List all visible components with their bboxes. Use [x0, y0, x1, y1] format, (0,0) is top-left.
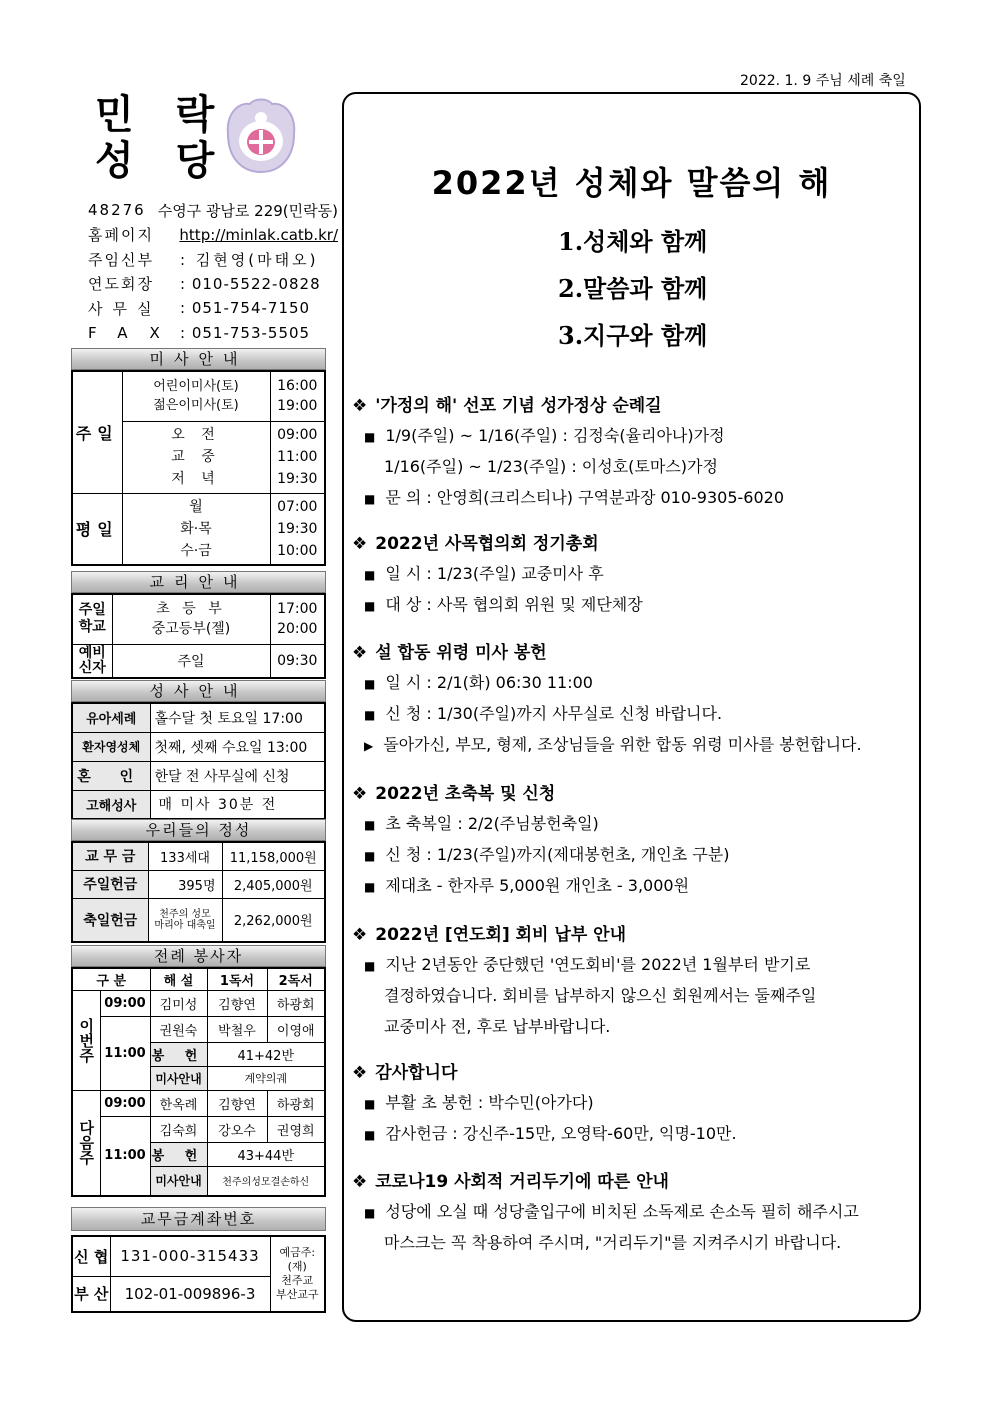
news-section: [352, 392, 912, 513]
guide-group: 천주의성모결손하신: [207, 1166, 325, 1196]
mass-sunday-label: 주일: [72, 371, 122, 493]
server-reader1: 김향연: [207, 1090, 267, 1116]
news-title: [352, 780, 912, 808]
sacrament-name: 고해성사: [72, 790, 150, 819]
news-title: [352, 921, 912, 949]
diamond-bullet-icon: ❖: [352, 925, 368, 945]
account-header: 교무금계좌번호: [71, 1207, 326, 1231]
church-name: [95, 92, 228, 184]
bank-name: 부 산: [72, 1276, 110, 1312]
offering-name: 주일헌금: [72, 870, 148, 898]
square-bullet-icon: ■: [364, 492, 376, 506]
news-title-text: 감사합니다: [375, 1063, 458, 1083]
bank-name: 신 협: [72, 1236, 110, 1276]
account-holder: 예금주: (재) 천주교 부산교구: [270, 1236, 325, 1312]
sacrament-table: [71, 702, 326, 820]
news-item: [352, 949, 912, 980]
square-bullet-icon: ■: [364, 430, 376, 444]
mass-sunday-evening-names: 어린이미사(토) 젊은이미사(토): [122, 371, 270, 421]
news-item: [352, 451, 912, 482]
catechumen-time: 09:30: [270, 644, 325, 678]
theme-item: 2.말씀과 함께: [558, 274, 708, 303]
homepage-label: 홈페이지: [88, 226, 154, 245]
news-item: [352, 1196, 912, 1227]
sacrament-name: 유아세례: [72, 703, 150, 732]
catechism-schedule: [71, 571, 326, 679]
news-title-text: 코로나19 사회적 거리두기에 따른 안내: [375, 1172, 669, 1192]
square-bullet-icon: ■: [364, 599, 376, 613]
offering-group: 41+42반: [207, 1042, 325, 1066]
office-label: 사무실: [88, 299, 162, 318]
news-section: [352, 1168, 912, 1258]
offering-header: 우리들의 정성: [71, 819, 326, 841]
catechism-names: 초 등 부 중고등부(젤): [112, 594, 270, 644]
diamond-bullet-icon: ❖: [352, 784, 368, 804]
contact-row-fax: [88, 321, 338, 346]
square-bullet-icon: ■: [364, 849, 376, 863]
news-item-text: 신 청 : 1/23(주일)까지(제대봉헌초, 개인초 구분): [385, 845, 730, 864]
news-item-text: 교중미사 전, 후로 납부바랍니다.: [384, 1017, 611, 1036]
news-item: [352, 839, 912, 870]
server-reader2: 하광회: [267, 1090, 325, 1116]
address: 수영구 광남로 229(민락동): [157, 201, 338, 220]
main-title: 2022년 성체와 말씀의 해: [431, 164, 832, 202]
news-title: [352, 530, 912, 558]
account-table: [71, 1235, 326, 1313]
news-title: [352, 639, 912, 667]
mass-weekday-times: 07:00 19:30 10:00: [270, 493, 325, 565]
news-item: [352, 729, 912, 760]
server-reader1: 박철우: [207, 1016, 267, 1042]
offering-feast-desc: 천주의 성모 마리아 대축일: [148, 898, 222, 942]
news-title: [352, 1168, 912, 1196]
yeondo-phone: : 010-5522-0828: [180, 274, 321, 293]
offering-name: 축일헌금: [72, 898, 148, 942]
sacrament-value: 첫째, 셋째 수요일 13:00: [150, 732, 325, 761]
offering-group: 43+44반: [207, 1142, 325, 1166]
server-reader1: 강오수: [207, 1116, 267, 1142]
offering-count: 395명: [148, 870, 222, 898]
square-bullet-icon: ■: [364, 959, 376, 973]
server-commentator: 김미성: [150, 990, 207, 1016]
server-time: 11:00: [100, 1116, 150, 1196]
news-section: [352, 1059, 912, 1149]
col-header: 해 설: [150, 968, 207, 990]
sacrament-name: 혼 인: [72, 761, 150, 790]
news-item-text: 제대초 - 한자루 5,000원 개인초 - 3,000원: [385, 876, 690, 895]
square-bullet-icon: ■: [364, 1128, 376, 1142]
next-week-label: 다음주: [72, 1090, 100, 1196]
diamond-bullet-icon: ❖: [352, 396, 368, 416]
news-item-text: 대 상 : 사목 협의회 위원 및 제단체장: [385, 595, 643, 614]
news-item-text: 성당에 오실 때 성당출입구에 비치된 소독제로 손소독 필히 해주시고: [385, 1202, 859, 1221]
offering-label: 봉 헌: [150, 1042, 207, 1066]
catechumen-label: 예비 신자: [72, 644, 112, 678]
server-reader2: 이영애: [267, 1016, 325, 1042]
office-phone: : 051-754-7150: [180, 299, 311, 318]
server-reader1: 김향연: [207, 990, 267, 1016]
servers-table: [71, 967, 326, 1197]
contact-row-office: [88, 296, 338, 321]
news-item: [352, 1227, 912, 1258]
contact-info: [88, 198, 338, 345]
diamond-bullet-icon: ❖: [352, 534, 368, 554]
servers-header: 전례 봉사자: [71, 945, 326, 967]
yeondo-label: 연도회장: [88, 275, 154, 294]
offering-label: 봉 헌: [150, 1142, 207, 1166]
news-item-text: 1/9(주일) ~ 1/16(주일) : 김정숙(율리아나)가정: [385, 426, 725, 445]
news-item-text: 지난 2년동안 중단했던 '연도회비'를 2022년 1월부터 받기로: [385, 955, 811, 974]
themes: [558, 222, 707, 363]
news-item-text: 돌아가신, 부모, 형제, 조상님들을 위한 합동 위령 미사를 봉헌합니다.: [383, 735, 862, 754]
news-item: [352, 980, 912, 1011]
postal-code: 48276: [88, 201, 146, 220]
news-title: [352, 1059, 912, 1087]
news-item: [352, 420, 912, 451]
news-item-text: 부활 초 봉헌 : 박수민(아가다): [385, 1093, 594, 1112]
news-item: [352, 589, 912, 620]
catechism-header: 교리안내: [71, 571, 326, 593]
news-item: [352, 558, 912, 589]
notice-panel: [342, 92, 921, 1322]
square-bullet-icon: ■: [364, 708, 376, 722]
mass-schedule: [71, 348, 326, 566]
account-number: 131-000-315433: [110, 1236, 270, 1276]
news-item-text: 신 청 : 1/30(주일)까지 사무실로 신청 바랍니다.: [385, 704, 723, 723]
mass-sunday-evening-times: 16:00 19:00: [270, 371, 325, 421]
mass-weekday-label: 평일: [72, 493, 122, 565]
news-section: [352, 530, 912, 620]
contact-row-pastor: [88, 247, 338, 272]
contact-row-address: [88, 198, 338, 223]
square-bullet-icon: ■: [364, 1097, 376, 1111]
diamond-bullet-icon: ❖: [352, 643, 368, 663]
news-item: [352, 1087, 912, 1118]
church-name-line1: 민 락: [95, 91, 229, 138]
church-logo-icon: [220, 96, 302, 176]
account-info: [71, 1207, 326, 1313]
liturgy-servers: [71, 945, 326, 1197]
news-title: [352, 392, 912, 420]
offering-amount: 2,262,000원: [222, 898, 325, 942]
offering-table: [71, 841, 326, 943]
this-week-label: 이번주: [72, 990, 100, 1090]
square-bullet-icon: ■: [364, 568, 376, 582]
news-title-text: '가정의 해' 선포 기념 성가정상 순례길: [375, 396, 662, 416]
offering-name: 교 무 금: [72, 842, 148, 870]
news-item-text: 감사헌금 : 강신주-15만, 오영탁-60만, 익명-10만.: [385, 1124, 737, 1143]
diamond-bullet-icon: ❖: [352, 1063, 368, 1083]
guide-group: 계약의궤: [207, 1066, 325, 1090]
news-item-text: 마스크는 꼭 착용하여 주시며, "거리두기"를 지켜주시기 바랍니다.: [384, 1233, 842, 1252]
news-item-text: 문 의 : 안영희(크리스티나) 구역분과장 010-9305-6020: [385, 488, 785, 507]
homepage-link[interactable]: http://minlak.catb.kr/: [179, 225, 338, 244]
mass-weekday-names: 월 화·목 수·금: [122, 493, 270, 565]
offering-amount: 2,405,000원: [222, 870, 325, 898]
catechism-times: 17:00 20:00: [270, 594, 325, 644]
server-reader2: 하광회: [267, 990, 325, 1016]
news-item: [352, 698, 912, 729]
church-name-line2: 성 당: [95, 137, 229, 184]
server-time: 09:00: [100, 990, 150, 1016]
col-header: 1독서: [207, 968, 267, 990]
fax-number: : 051-753-5505: [180, 323, 311, 342]
mass-table: [71, 370, 326, 566]
news-item: [352, 870, 912, 901]
pastor-label: 주임신부: [88, 250, 154, 269]
guide-label: 미사안내: [150, 1066, 207, 1090]
news-item-text: 일 시 : 1/23(주일) 교중미사 후: [385, 564, 604, 583]
news-title-text: 설 합동 위령 미사 봉헌: [375, 643, 547, 663]
sacrament-header: 성사안내: [71, 680, 326, 702]
fax-label: FAX: [88, 323, 182, 342]
sacrament-name: 환자영성체: [72, 732, 150, 761]
server-commentator: 한옥례: [150, 1090, 207, 1116]
theme-item: 3.지구와 함께: [558, 321, 708, 350]
server-commentator: 권원숙: [150, 1016, 207, 1042]
square-bullet-icon: ■: [364, 880, 376, 894]
contact-row-homepage: [88, 223, 338, 248]
square-bullet-icon: ■: [364, 1206, 376, 1220]
sunday-school-label: 주일 학교: [72, 594, 112, 644]
sacrament-value: 홀수달 첫 토요일 17:00: [150, 703, 325, 732]
news-item-text: 일 시 : 2/1(화) 06:30 11:00: [385, 673, 593, 692]
news-section: [352, 639, 912, 760]
offering-amount: 11,158,000원: [222, 842, 325, 870]
server-reader2: 권영희: [267, 1116, 325, 1142]
pastor-name: : 김현영(마태오): [180, 250, 319, 269]
news-item-text: 결정하였습니다. 회비를 납부하지 않으신 회원께서는 둘째주일: [384, 986, 817, 1005]
server-time: 09:00: [100, 1090, 150, 1116]
offering-info: [71, 819, 326, 943]
col-header: 2독서: [267, 968, 325, 990]
news-title-text: 2022년 초축복 및 신청: [375, 784, 556, 804]
news-item: [352, 667, 912, 698]
square-bullet-icon: ■: [364, 818, 376, 832]
theme-item: 1.성체와 함께: [558, 227, 708, 256]
news-item-text: 1/16(주일) ~ 1/23(주일) : 이성호(토마스)가정: [384, 457, 718, 476]
square-bullet-icon: ■: [364, 677, 376, 691]
sacrament-value: 매 미사 30분 전: [150, 790, 325, 819]
news-item: [352, 808, 912, 839]
news-item-text: 초 축복일 : 2/2(주님봉헌축일): [385, 814, 599, 833]
offering-count: 133세대: [148, 842, 222, 870]
news-item: [352, 1118, 912, 1149]
news-section: [352, 921, 912, 1042]
sacrament-value: 한달 전 사무실에 신청: [150, 761, 325, 790]
sacrament-info: [71, 680, 326, 820]
server-time: 11:00: [100, 1016, 150, 1090]
news-item: [352, 1011, 912, 1042]
mass-sunday-times: 09:00 11:00 19:30: [270, 421, 325, 493]
catechism-table: [71, 593, 326, 679]
news-section: [352, 780, 912, 901]
mass-header: 미사안내: [71, 348, 326, 370]
server-commentator: 김숙희: [150, 1116, 207, 1142]
news-title-text: 2022년 사목협의회 정기총회: [375, 534, 599, 554]
col-header: 구 분: [72, 968, 150, 990]
date-line: 2022. 1. 9 주님 세례 축일: [740, 73, 906, 89]
diamond-bullet-icon: ❖: [352, 1172, 368, 1192]
guide-label: 미사안내: [150, 1166, 207, 1196]
account-number: 102-01-009896-3: [110, 1276, 270, 1312]
contact-row-yeondo: [88, 272, 338, 297]
catechumen-day: 주일: [112, 644, 270, 678]
news-title-text: 2022년 [연도회] 회비 납부 안내: [375, 925, 626, 945]
news-item: [352, 482, 912, 513]
arrow-bullet-icon: ▶: [364, 739, 374, 753]
mass-sunday-names: 오 전 교 중 저 녁: [122, 421, 270, 493]
